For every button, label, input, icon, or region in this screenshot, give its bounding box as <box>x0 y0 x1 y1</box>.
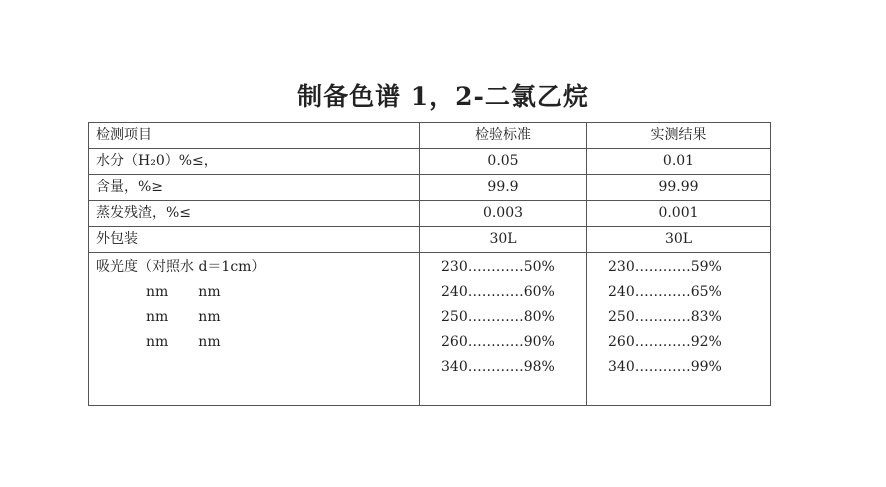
absorbance-standard-value: 230…………50% <box>441 259 555 275</box>
absorbance-result-cell <box>587 253 771 406</box>
header-item: 检测项目 <box>89 123 420 149</box>
absorbance-standard-value: 340…………98% <box>441 359 555 375</box>
row-result: 30L <box>587 227 771 253</box>
row-result: 0.001 <box>587 201 771 227</box>
header-result: 实测结果 <box>587 123 771 149</box>
nm-unit: nm <box>146 284 169 300</box>
table-header-row <box>89 123 771 149</box>
absorbance-standard-value: 250…………80% <box>441 309 555 325</box>
row-standard: 0.003 <box>420 201 587 227</box>
nm-unit: nm <box>198 309 221 325</box>
table-row <box>89 175 771 201</box>
table-row <box>89 227 771 253</box>
absorbance-result-value: 250…………83% <box>608 309 722 325</box>
header-standard: 检验标准 <box>420 123 587 149</box>
row-item: 外包装 <box>89 227 420 253</box>
nm-unit: nm <box>146 309 169 325</box>
row-standard: 0.05 <box>420 149 587 175</box>
spec-table <box>88 122 771 406</box>
absorbance-result-value: 240…………65% <box>608 284 722 300</box>
nm-unit: nm <box>198 334 221 350</box>
nm-line <box>96 280 412 305</box>
row-item: 含量，%≥ <box>89 175 420 201</box>
document-title: 制备色谱 1，2-二氯乙烷 <box>297 82 589 111</box>
absorbance-standard-value: 240…………60% <box>441 284 555 300</box>
absorbance-row <box>89 253 771 406</box>
row-item: 蒸发残渣，%≤ <box>89 201 420 227</box>
absorbance-item-cell <box>89 253 420 406</box>
absorbance-result-value: 340…………99% <box>608 359 722 375</box>
row-item: 水分（H₂0）%≤， <box>89 149 420 175</box>
nm-line <box>96 330 412 355</box>
absorbance-result-value: 260…………92% <box>608 334 722 350</box>
absorbance-result-value: 230…………59% <box>608 259 722 275</box>
nm-line <box>96 305 412 330</box>
nm-unit: nm <box>146 334 169 350</box>
row-standard: 99.9 <box>420 175 587 201</box>
absorbance-standard-value: 260…………90% <box>441 334 555 350</box>
absorbance-label: 吸光度（对照水 d＝1cm） <box>96 259 266 275</box>
nm-unit: nm <box>198 284 221 300</box>
row-standard: 30L <box>420 227 587 253</box>
table-row <box>89 149 771 175</box>
table-row <box>89 201 771 227</box>
row-result: 0.01 <box>587 149 771 175</box>
row-result: 99.99 <box>587 175 771 201</box>
absorbance-standard-cell <box>420 253 587 406</box>
